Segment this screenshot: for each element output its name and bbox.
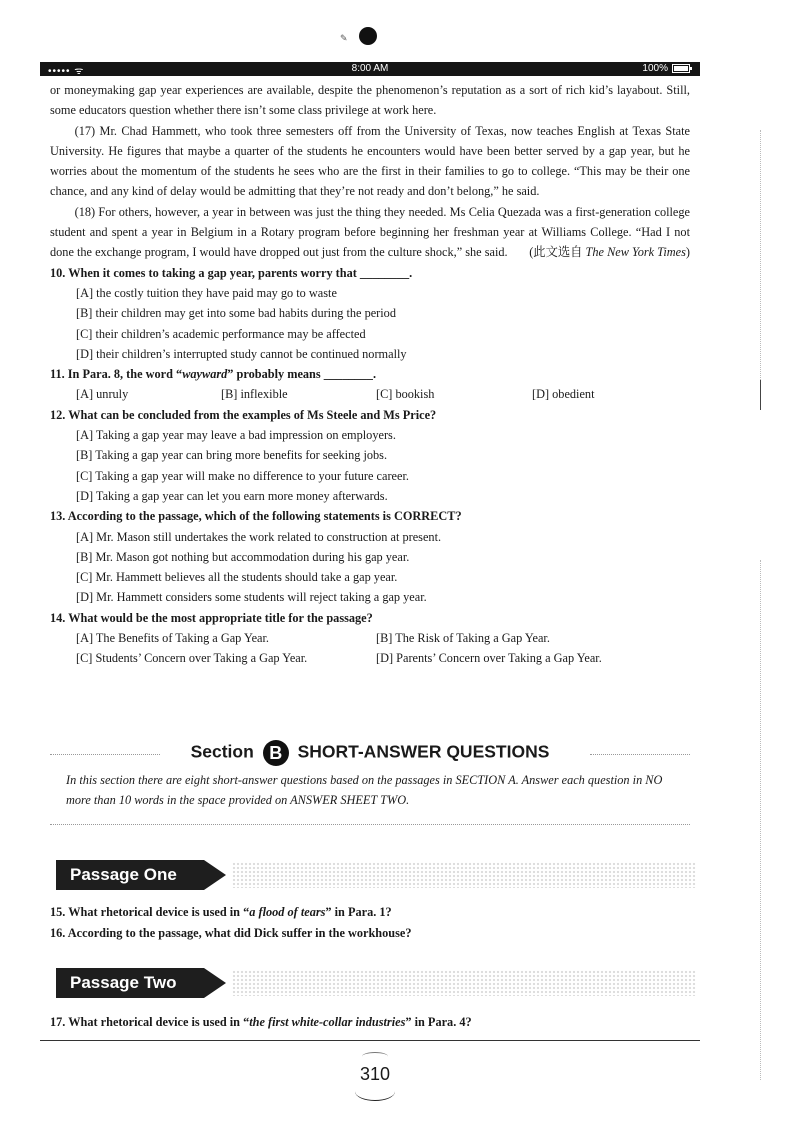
question-14: 14. What would be the most appropriate title for the passage? xyxy=(50,610,373,625)
margin-mark-lower xyxy=(760,560,761,1080)
margin-mark-solid xyxy=(760,380,761,410)
page-number: 310 xyxy=(359,1064,391,1084)
passage-one-questions xyxy=(50,902,690,944)
paragraph-17: (17) Mr. Chad Hammett, who took three semesters off from the University of Texas, now teaches English at Texas State University. He figures that maybe a quarter of the students he encounters would have been better served by a gap year, but he worries about the momentum of the students he sees who are the first in their families to go to college. “This may be their one chance, and any kind of delay would be admitting that they’re not ready and don’t belong,” he said. xyxy=(50,123,690,199)
question-11-options xyxy=(76,384,690,404)
question-14-options-row-1 xyxy=(76,628,690,648)
question-15-phrase: a flood of tears xyxy=(249,905,326,919)
section-b xyxy=(50,740,690,830)
margin-mark xyxy=(760,130,761,380)
question-11-option-d: [D] obedient xyxy=(532,387,595,402)
passage-one-banner xyxy=(56,860,696,890)
passage-two-questions xyxy=(50,1012,690,1033)
question-15-suffix: ” in Para. 1? xyxy=(325,905,392,919)
question-14-option-c: [C] Students’ Concern over Taking a Gap Year. xyxy=(76,651,308,666)
question-12-option-c: [C] Taking a gap year will make no difference to your future career. xyxy=(76,468,409,483)
question-13-option-b: [B] Mr. Mason got nothing but accommodation during his gap year. xyxy=(76,549,410,564)
status-bar xyxy=(40,62,700,76)
banner-arrow-icon xyxy=(204,968,226,998)
question-13-option-d: [D] Mr. Hammett considers some students will reject taking a gap year. xyxy=(76,590,427,605)
camera-dot-icon xyxy=(359,27,377,45)
question-17-suffix: ” in Para. 4? xyxy=(405,1015,472,1029)
question-17-prefix: 17. What rhetorical device is used in “ xyxy=(50,1015,250,1029)
section-heading: SHORT-ANSWER QUESTIONS xyxy=(297,741,550,762)
question-10-option-b: [B] their children may get into some bad habits during the period xyxy=(76,306,396,321)
question-17 xyxy=(50,1012,690,1033)
question-11-option-b: [B] inflexible xyxy=(221,387,288,402)
passage-two-label: Passage Two xyxy=(56,968,204,998)
question-11-option-a: [A] unruly xyxy=(76,387,129,402)
paragraph-continued: or moneymaking gap year experiences are available, despite the phenomenon’s reputation as a sort of rich kid’s layabout. Still, some educators question whether there isn’t some class privilege at work here. xyxy=(50,83,690,118)
question-11-option-c: [C] bookish xyxy=(376,387,435,402)
question-11-prefix: 11. In Para. 8, the word “ xyxy=(50,367,183,382)
question-12-option-a: [A] Taking a gap year may leave a bad impression on employers. xyxy=(76,428,396,443)
section-b-instructions: In this section there are eight short-answer questions based on the passages in SECTION A. Answer each question in NO more than 10 words in the space provided on ANSWER SHEET TWO. xyxy=(66,773,663,808)
page-number-arc xyxy=(355,1082,395,1101)
question-15-prefix: 15. What rhetorical device is used in “ xyxy=(50,905,250,919)
question-13-option-c: [C] Mr. Hammett believes all the students should take a gap year. xyxy=(76,570,398,585)
question-10: 10. When it comes to taking a gap year, parents worry that ________. xyxy=(50,265,413,280)
battery-icon xyxy=(672,64,690,73)
banner-texture xyxy=(232,862,696,888)
question-11 xyxy=(50,364,690,384)
question-10-option-c: [C] their children’s academic performance may be affected xyxy=(76,326,366,341)
question-12-option-d: [D] Taking a gap year can let you earn more money afterwards. xyxy=(76,488,388,503)
section-divider-bottom xyxy=(50,824,690,825)
source-prefix: (此文选自 xyxy=(529,245,586,260)
battery-percent: 100% xyxy=(642,63,668,74)
question-11-word: wayward xyxy=(182,367,228,382)
question-15 xyxy=(50,902,690,923)
question-13-option-a: [A] Mr. Mason still undertakes the work related to construction at present. xyxy=(76,529,442,544)
section-letter-badge: B xyxy=(263,740,289,766)
banner-arrow-icon xyxy=(204,860,226,890)
passage-one-label: Passage One xyxy=(56,860,204,890)
passage-two-banner xyxy=(56,968,696,998)
page-bottom-rule xyxy=(40,1040,700,1041)
question-10-option-a: [A] the costly tuition they have paid may go to waste xyxy=(76,285,337,300)
question-14-options-row-2 xyxy=(76,648,690,668)
reading-content xyxy=(50,80,690,669)
page-number-arc-top xyxy=(362,1052,388,1061)
battery-indicator xyxy=(642,63,690,74)
section-label: Section xyxy=(190,741,254,762)
question-12-option-b: [B] Taking a gap year can bring more benefits for seeking jobs. xyxy=(76,448,388,463)
camera-mark-icon: ✎ xyxy=(340,33,348,43)
question-13: 13. According to the passage, which of the following statements is CORRECT? xyxy=(50,509,462,524)
question-17-phrase: the first white-collar industries xyxy=(249,1015,406,1029)
question-14-option-d: [D] Parents’ Concern over Taking a Gap Year. xyxy=(376,651,602,666)
question-14-option-b: [B] The Risk of Taking a Gap Year. xyxy=(376,631,550,646)
banner-texture xyxy=(232,970,696,996)
question-16: 16. According to the passage, what did Dick suffer in the workhouse? xyxy=(50,926,412,940)
question-10-option-d: [D] their children’s interrupted study cannot be continued normally xyxy=(76,346,407,361)
question-11-suffix: ” probably means ________. xyxy=(227,367,377,382)
paragraph-18: (18) For others, however, a year in between was just the thing they needed. Ms Celia Quezada was a first-generation college student and spent a year in Belgium in a Rotary program before beginning her freshman year at Williams College. “Had I not done the exchange program, I would have dropped out just from the culture shock,” she said. xyxy=(50,204,690,260)
question-12: 12. What can be concluded from the examples of Ms Steele and Ms Price? xyxy=(50,407,437,422)
section-b-title xyxy=(50,740,690,766)
status-time: 8:00 AM xyxy=(351,63,389,74)
question-14-option-a: [A] The Benefits of Taking a Gap Year. xyxy=(76,631,270,646)
source-suffix: ) xyxy=(685,245,690,260)
source-title: The New York Times xyxy=(585,245,686,260)
signal-icon: ••••• ᯤ xyxy=(48,66,85,77)
